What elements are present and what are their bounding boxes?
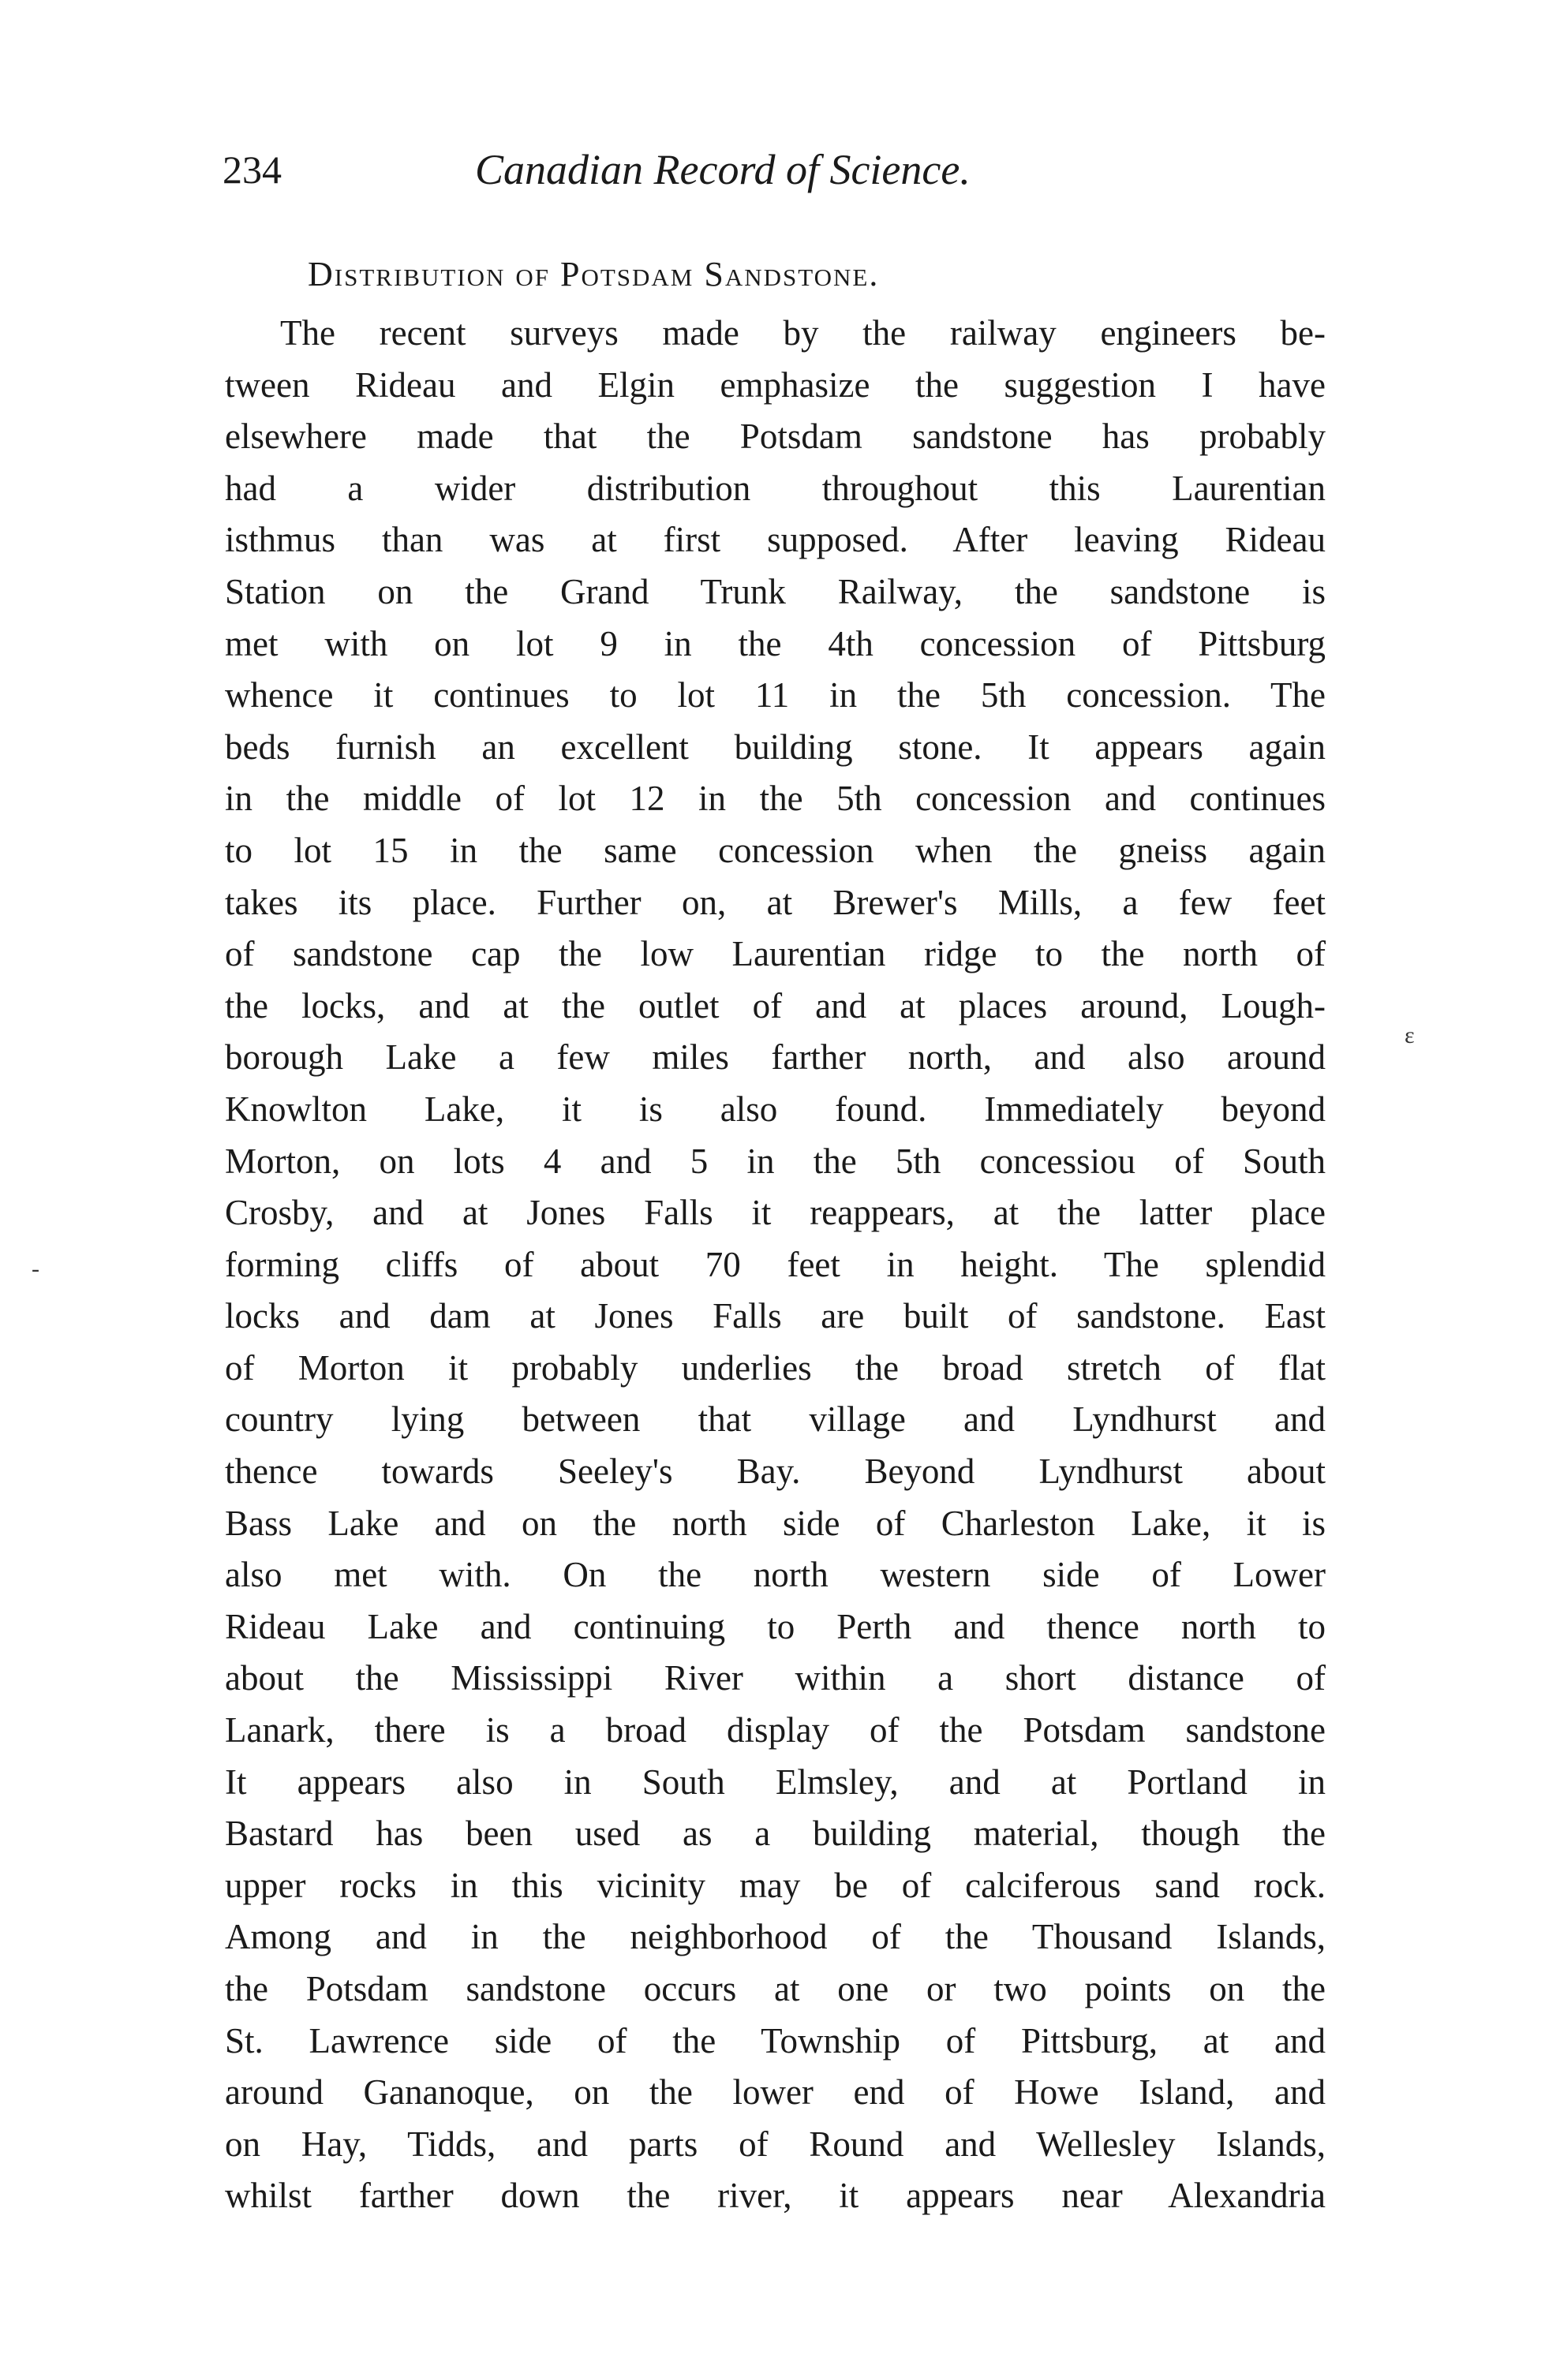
text-line: of sandstone cap the low Laurentian ridge to the north of [225,934,1326,974]
running-head [223,142,1343,197]
text-line: had a wider distribution throughout this Laurentian [225,468,1326,508]
text-line: forming cliffs of about 70 feet in height. The splendid [225,1244,1326,1284]
text-line: of Morton it probably underlies the broad stretch of flat [225,1347,1326,1388]
text-line: upper rocks in this vicinity may be of calciferous sand rock. [225,1865,1326,1905]
text-line: Station on the Grand Trunk Railway, the sandstone is [225,571,1326,611]
text-line: Lanark, there is a broad display of the Potsdam sandstone [225,1710,1326,1750]
text-line: tween Rideau and Elgin emphasize the suggestion I have [225,364,1326,405]
section-heading: Distribution of Potsdam Sandstone. [308,255,880,293]
text-line: Among and in the neighborhood of the Thousand Islands, [225,1917,1326,1957]
text-line: elsewhere made that the Potsdam sandstone has probably [225,417,1326,457]
text-line: Crosby, and at Jones Falls it reappears, at the latter place [225,1193,1326,1233]
margin-mark: ɛ [1405,1022,1415,1048]
text-line: whilst farther down the river, it appears near Alexandria [225,2176,1326,2216]
text-line: about the Mississippi River within a short distance of [225,1658,1326,1698]
margin-mark: - [32,1256,39,1282]
text-line: beds furnish an excellent building stone. It appears again [225,727,1326,767]
text-line: It appears also in South Elmsley, and at Portland in [225,1762,1326,1802]
text-line: whence it continues to lot 11 in the 5th concession. The [225,675,1326,715]
text-line: takes its place. Further on, at Brewer's Mills, a few feet [225,882,1326,922]
body-paragraph [225,308,1326,2222]
text-line: St. Lawrence side of the Township of Pittsburg, at and [225,2020,1326,2061]
text-line: the Potsdam sandstone occurs at one or two points on the [225,1969,1326,2008]
text-line: thence towards Seeley's Bay. Beyond Lyndhurst about [225,1452,1326,1492]
text-line: to lot 15 in the same concession when the gneiss again [225,830,1326,870]
text-line: Knowlton Lake, it is also found. Immediately beyond [225,1089,1326,1129]
journal-title: Canadian Record of Science. [475,146,971,193]
text-line: Bastard has been used as a building material, though the [225,1814,1326,1854]
text-line: country lying between that village and Lyndhurst and [225,1399,1326,1440]
text-line: borough Lake a few miles farther north, and also around [225,1037,1326,1078]
text-line: isthmus than was at first supposed. After leaving Rideau [225,520,1326,560]
text-line: the locks, and at the outlet of and at places around, Lough- [225,985,1326,1026]
text-line: locks and dam at Jones Falls are built of sandstone. East [225,1296,1326,1336]
text-line: on Hay, Tidds, and parts of Round and Wellesley Islands, [225,2124,1326,2164]
text-line: also met with. On the north western side of Lower [225,1555,1326,1595]
text-line: The recent surveys made by the railway engineers be- [280,313,1326,353]
text-line: around Gananoque, on the lower end of Howe Island, and [225,2072,1326,2113]
page-number: 234 [223,148,282,192]
text-line: Morton, on lots 4 and 5 in the 5th concessiou of South [225,1141,1326,1181]
text-line: in the middle of lot 12 in the 5th concession and continues [225,779,1326,819]
text-line: met with on lot 9 in the 4th concession of Pittsburg [225,623,1326,663]
text-line: Rideau Lake and continuing to Perth and thence north to [225,1606,1326,1646]
text-line: Bass Lake and on the north side of Charleston Lake, it is [225,1503,1326,1543]
